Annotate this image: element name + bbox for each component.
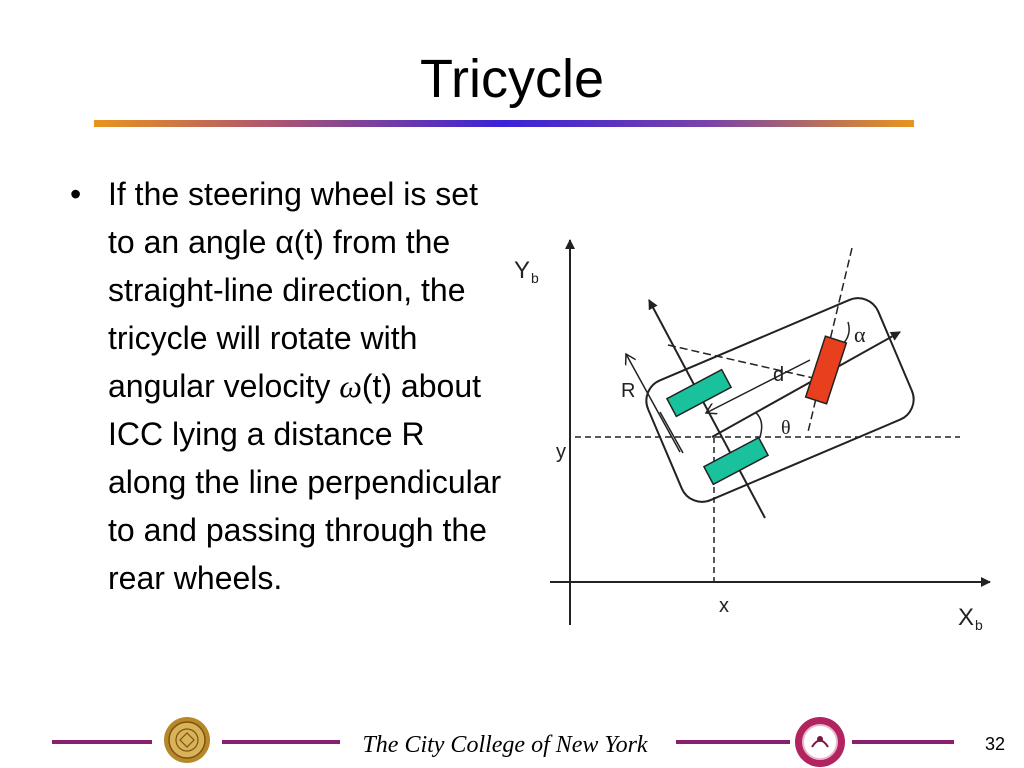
page-number: 32 xyxy=(985,734,1006,754)
omega-symbol: ω xyxy=(339,368,362,404)
slide-title: Tricycle xyxy=(420,49,604,109)
bullet-text-part2: (t) about ICC lying a distance R along the line perpendicular to and passing through the rear wheels. xyxy=(108,368,502,596)
robotics-lab-seal-icon xyxy=(794,716,846,768)
heading-line xyxy=(712,332,900,437)
front-steering-wheel xyxy=(806,336,847,404)
bullet-text xyxy=(108,170,510,602)
footer-rule-left xyxy=(52,740,152,744)
footer-rule-center-left xyxy=(222,740,340,744)
tricycle-diagram xyxy=(510,225,1000,635)
bullet-text-part1: If the steering wheel is set to an angle α(t) from the straight-line direction, the tricycle will rotate with angular velocity xyxy=(108,176,478,404)
footer-rule-right xyxy=(852,740,954,744)
rear-wheel-upper xyxy=(667,370,731,417)
alpha-label: α xyxy=(854,322,866,347)
x-axis-subscript: b xyxy=(975,617,983,633)
ccny-seal-icon xyxy=(163,716,211,764)
icc-dashed-line xyxy=(668,345,822,380)
footer-rule-center-right xyxy=(676,740,790,744)
rear-wheel-lower xyxy=(704,438,768,485)
y-position-label: y xyxy=(556,441,566,463)
R-label: R xyxy=(621,380,636,402)
x-position-label: x xyxy=(719,595,729,617)
bullet-item xyxy=(70,170,510,602)
x-axis-label: X xyxy=(958,604,975,631)
d-label: d xyxy=(773,364,785,386)
theta-label: θ xyxy=(781,417,791,439)
theta-arc xyxy=(755,412,762,437)
y-axis-label: Y xyxy=(514,257,531,284)
title-underline xyxy=(94,120,914,127)
y-axis-subscript: b xyxy=(531,270,539,286)
bullet-marker: • xyxy=(70,176,82,212)
footer-institution: The City College of New York xyxy=(362,732,648,758)
rear-axle-line xyxy=(649,300,765,518)
